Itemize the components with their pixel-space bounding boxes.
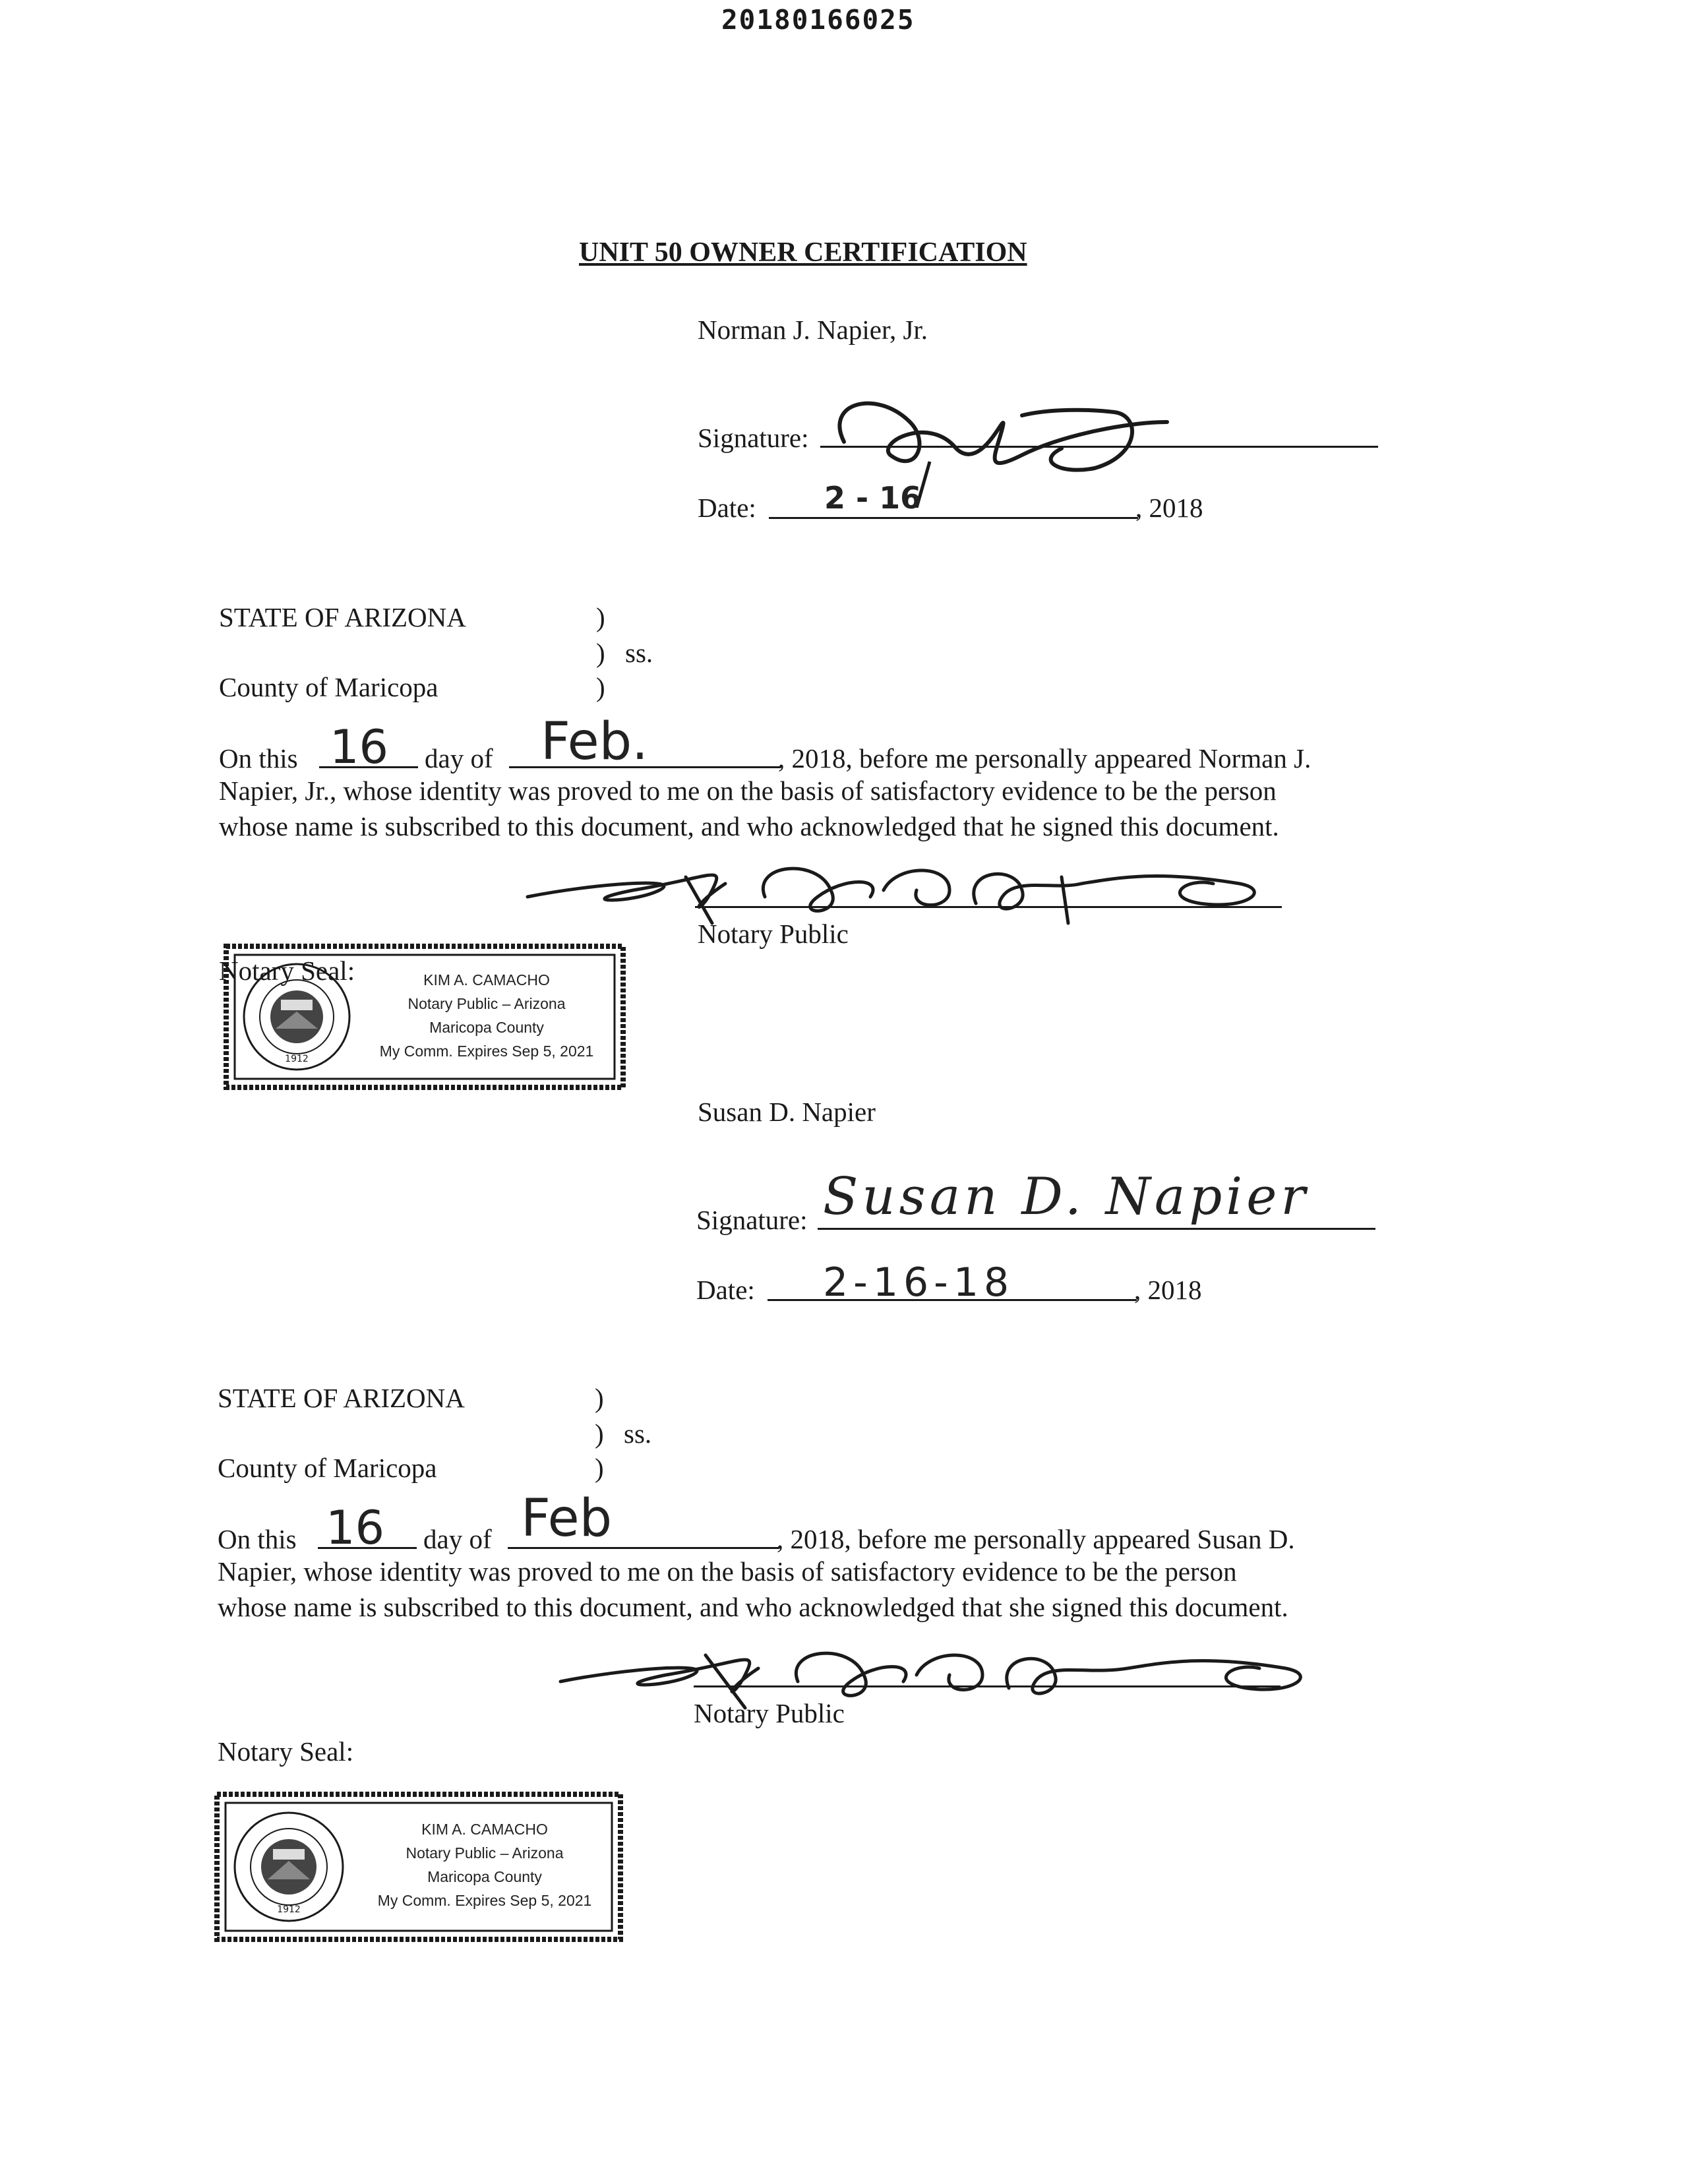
ack-2-county: County of Maricopa bbox=[218, 1453, 437, 1483]
notary-2-seal-label: Notary Seal: bbox=[218, 1736, 354, 1767]
owner-1-year: , 2018 bbox=[1135, 493, 1203, 523]
owner-2-name: Susan D. Napier bbox=[698, 1097, 876, 1127]
notary-1-seal-label: Notary Seal: bbox=[219, 956, 355, 986]
notary-1-stamp-county: Maricopa County bbox=[429, 1019, 544, 1036]
notary-1-signature bbox=[514, 837, 1306, 943]
owner-2-date-label: Date: bbox=[696, 1275, 755, 1305]
ack-2-month-handwritten: Feb bbox=[521, 1489, 613, 1548]
owner-1-name: Norman J. Napier, Jr. bbox=[698, 315, 928, 345]
ack-1-month-handwritten: Feb. bbox=[541, 712, 648, 772]
ack-1-ss: ss. bbox=[625, 638, 653, 668]
ack-1-day-handwritten: 16 bbox=[330, 720, 389, 774]
owner-1-date-label: Date: bbox=[698, 493, 756, 523]
notary-1-line bbox=[695, 906, 1282, 908]
ack-2-paren-1: ) bbox=[595, 1383, 604, 1413]
notary-2-stamp-name: KIM A. CAMACHO bbox=[421, 1821, 548, 1838]
ack-2-on-this: On this bbox=[218, 1524, 297, 1554]
notary-2-signature bbox=[547, 1616, 1339, 1721]
notary-2-seal-year: 1912 bbox=[277, 1904, 301, 1915]
ack-2-line2: Napier, whose identity was proved to me on the basis of satisfactory evidence to be the person bbox=[218, 1556, 1237, 1587]
owner-2-signature-label: Signature: bbox=[696, 1205, 808, 1235]
ack-1-line1-rest: , 2018, before me personally appeared Norman J. bbox=[778, 743, 1311, 774]
ack-1-on-this: On this bbox=[219, 743, 298, 774]
ack-2-paren-3: ) bbox=[595, 1453, 604, 1483]
document-title: UNIT 50 OWNER CERTIFICATION bbox=[579, 237, 1027, 268]
ack-1-county: County of Maricopa bbox=[219, 672, 438, 702]
ack-1-day-of: day of bbox=[425, 743, 493, 774]
ack-2-state: STATE OF ARIZONA bbox=[218, 1383, 465, 1413]
ack-1-paren-2: ) bbox=[596, 638, 605, 668]
notary-1-label: Notary Public bbox=[698, 919, 849, 949]
notary-2-stamp-details bbox=[356, 1817, 613, 1912]
notary-1-seal-year: 1912 bbox=[285, 1054, 309, 1064]
recording-number: 20180166025 bbox=[721, 4, 915, 36]
ack-2-day-of: day of bbox=[423, 1524, 492, 1554]
notary-1-stamp-title: Notary Public – Arizona bbox=[407, 995, 566, 1012]
notary-1-stamp-expires: My Comm. Expires Sep 5, 2021 bbox=[379, 1043, 594, 1060]
ack-1-line2: Napier, Jr., whose identity was proved to me on the basis of satisfactory evidence to be the person bbox=[219, 775, 1277, 806]
ack-2-day-handwritten: 16 bbox=[326, 1501, 385, 1555]
notary-2-label: Notary Public bbox=[694, 1698, 845, 1728]
ack-1-state: STATE OF ARIZONA bbox=[219, 602, 466, 632]
notary-2-stamp-title: Notary Public – Arizona bbox=[406, 1844, 564, 1862]
owner-2-handwritten-date: 2-16-18 bbox=[823, 1259, 1015, 1306]
ack-1-paren-3: ) bbox=[596, 672, 605, 702]
notary-2-stamp bbox=[214, 1791, 624, 1943]
owner-2-signature: Susan D. Napier bbox=[823, 1167, 1310, 1227]
notary-2-stamp-county: Maricopa County bbox=[427, 1868, 542, 1885]
ack-1-line3: whose name is subscribed to this document, and who acknowledged that he signed this document. bbox=[219, 811, 1279, 841]
owner-2-signature-line bbox=[818, 1228, 1375, 1230]
notary-2-line bbox=[694, 1685, 1281, 1687]
owner-1-date-line bbox=[769, 517, 1138, 519]
owner-1-handwritten-date: 2 - 16 bbox=[824, 480, 922, 516]
notary-1-stamp-details bbox=[361, 968, 612, 1063]
ack-2-line3: whose name is subscribed to this document, and who acknowledged that she signed this document. bbox=[218, 1592, 1288, 1622]
ack-2-paren-2: ) bbox=[595, 1418, 604, 1449]
notary-2-stamp-expires: My Comm. Expires Sep 5, 2021 bbox=[377, 1892, 592, 1909]
ack-2-ss: ss. bbox=[624, 1418, 652, 1449]
ack-1-paren-1: ) bbox=[596, 602, 605, 632]
owner-1-signature-label: Signature: bbox=[698, 423, 809, 453]
ack-2-line1-rest: , 2018, before me personally appeared Susan D. bbox=[777, 1524, 1295, 1554]
notary-1-stamp-name: KIM A. CAMACHO bbox=[423, 971, 550, 988]
owner-2-year: , 2018 bbox=[1134, 1275, 1202, 1305]
